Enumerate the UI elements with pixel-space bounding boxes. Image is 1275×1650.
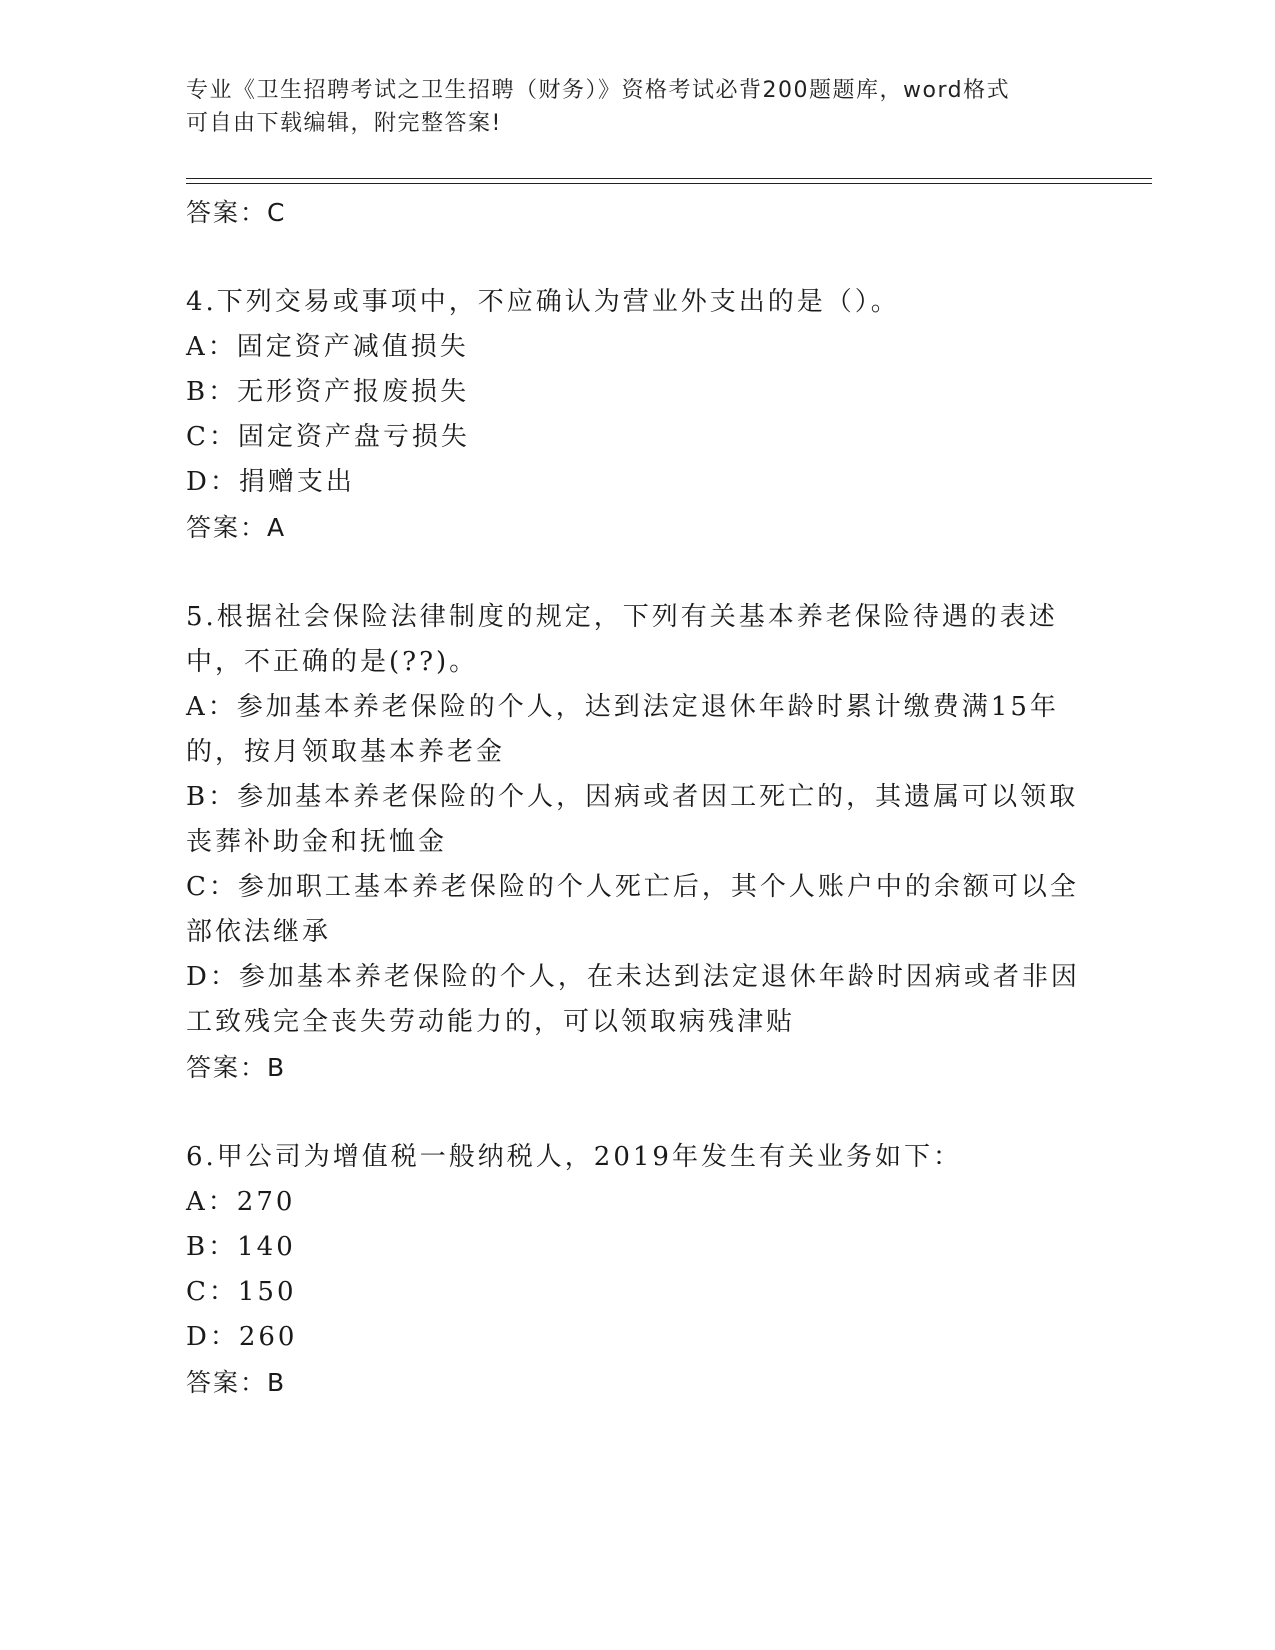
- option-c: C：参加职工基本养老保险的个人死亡后，其个人账户中的余额可以全部依法继承: [186, 872, 1079, 947]
- option-b: B：参加基本养老保险的个人，因病或者因工死亡的，其遗属可以领取丧葬补助金和抚恤金: [186, 782, 1079, 857]
- option-d: D：参加基本养老保险的个人，在未达到法定退休年龄时因病或者非因工致残完全丧失劳动能力的，可以领取病残津贴: [186, 962, 1080, 1037]
- question-item: [186, 595, 1086, 1090]
- option-c: C：150: [186, 1277, 297, 1307]
- document-header: [186, 74, 1066, 140]
- answer-line: 答案：B: [186, 1368, 287, 1397]
- option-b: B：无形资产报废损失: [186, 377, 470, 407]
- header-divider-bottom: [186, 183, 1152, 184]
- option-c: C：固定资产盘亏损失: [186, 422, 470, 452]
- header-line-1: 专业《卫生招聘考试之卫生招聘（财务）》资格考试必背200题题库，word格式: [186, 78, 1011, 103]
- option-d: D：捐赠支出: [186, 467, 355, 497]
- question-list: [186, 190, 1086, 1405]
- header-divider-top: [186, 178, 1152, 179]
- answer-line: 答案：C: [186, 198, 287, 227]
- answer-line: 答案：A: [186, 513, 287, 542]
- option-a: A：参加基本养老保险的个人，达到法定退休年龄时累计缴费满15年的，按月领取基本养老金: [186, 692, 1059, 767]
- question-text: 6.甲公司为增值税一般纳税人，2019年发生有关业务如下：: [186, 1142, 962, 1172]
- option-a: A：270: [186, 1187, 296, 1217]
- question-item: [186, 1135, 1086, 1405]
- option-d: D：260: [186, 1322, 298, 1352]
- answer-line: 答案：B: [186, 1053, 287, 1082]
- question-text: 4.下列交易或事项中，不应确认为营业外支出的是（）。: [186, 287, 900, 317]
- option-b: B：140: [186, 1232, 296, 1262]
- option-a: A：固定资产减值损失: [186, 332, 469, 362]
- header-line-2: 可自由下载编辑，附完整答案!: [186, 111, 502, 136]
- question-text: 5.根据社会保险法律制度的规定，下列有关基本养老保险待遇的表述中，不正确的是(??)。: [186, 602, 1058, 677]
- question-item: [186, 280, 1086, 550]
